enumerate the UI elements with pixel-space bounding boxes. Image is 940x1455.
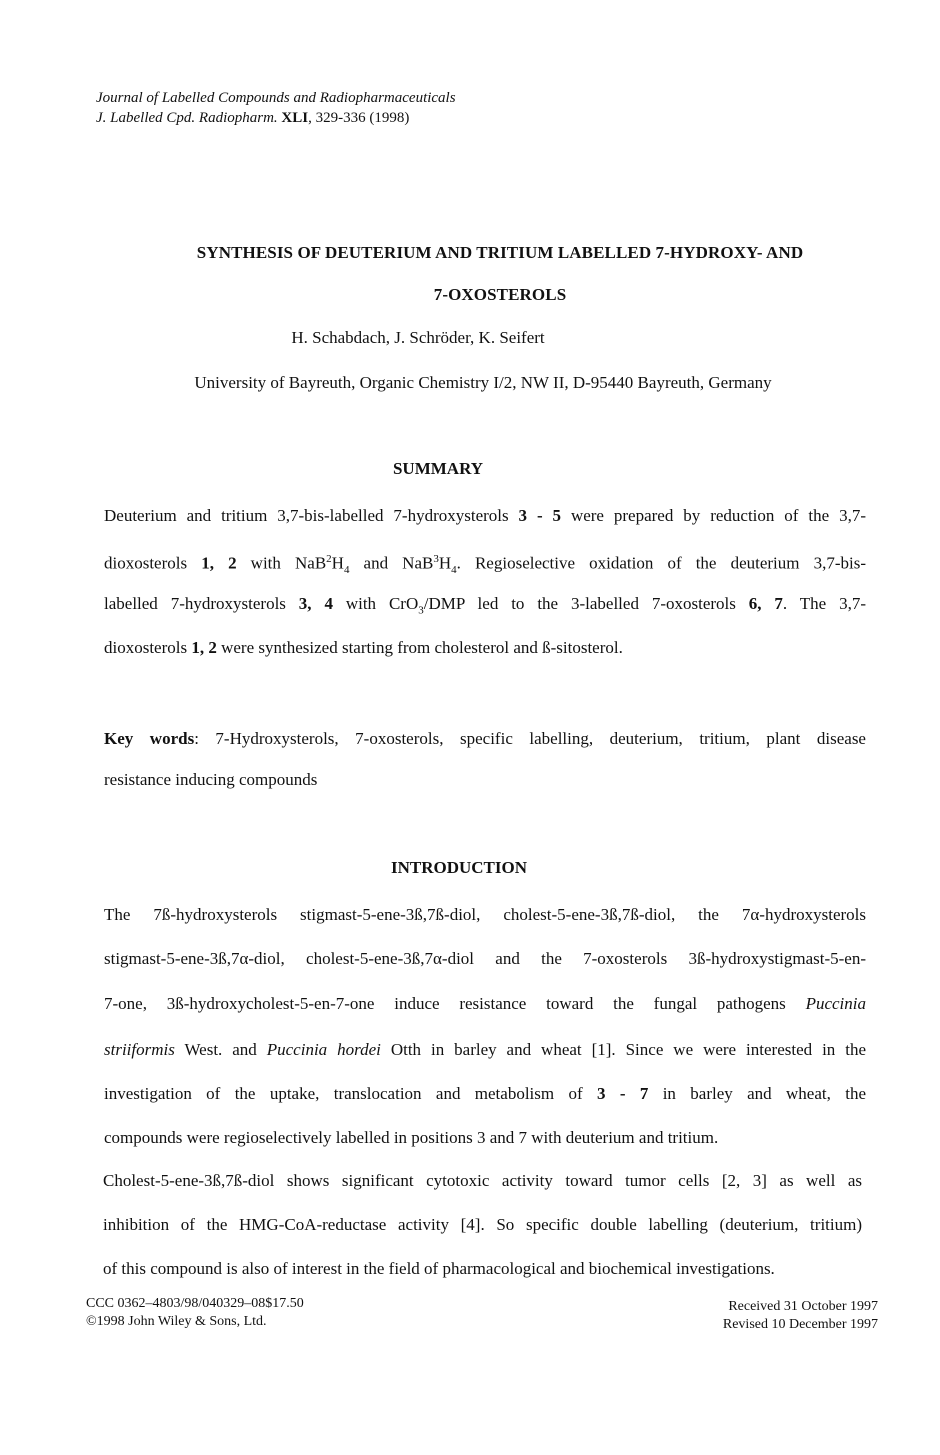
summary-line-4: dioxosterols 1, 2 were synthesized starting from cholesterol and ß-sitosterol. [104,638,623,657]
intro-line-5: investigation of the uptake, translocation and metabolism of 3 - 7 in barley and wheat, the [104,1084,866,1103]
received-date: Received 31 October 1997 [728,1299,878,1314]
keywords-line-1: Key words: 7-Hydroxysterols, 7-oxosterols, specific labelling, deuterium, tritium, plant disease [104,729,866,748]
summary-line-2: dioxosterols 1, 2 with $NaB^2H_4$ and $NaB^3H_4$. Regioselective oxidation of the deuterium 3,7-bis- [104,553,867,577]
article-authors: H. Schabdach, J. Schröder, K. Seifert [291,328,545,347]
intro-line-6: compounds were regioselectively labelled in positions 3 and 7 with deuterium and tritium. [104,1128,719,1147]
journal-name: Journal of Labelled Compounds and Radiopharmaceuticals [96,90,456,106]
footer-left [86,1295,304,1331]
copyright: ©1998 John Wiley & Sons, Ltd. [86,1314,267,1329]
revised-date: Revised 10 December 1997 [722,1317,878,1332]
intro-line-3: 7-one, 3ß-hydroxycholest-5-en-7-one induce resistance toward the fungal pathogens Puccinia [104,994,866,1013]
summary-line-3: labelled 7-hydroxysterols 3, 4 with CrO$_3$/DMP led to the 3-labelled 7-oxosterols 6, 7. The 3,7- [104,594,866,617]
journal-volume: XLI [281,110,309,126]
footer-right [723,1298,878,1334]
journal-header [96,88,456,128]
intro-line-4: striiformis West. and Puccinia hordei Otth in barley and wheat [1]. Since we were interested in the [104,1040,866,1059]
keywords-label: Key words [104,729,195,748]
intro-line-7: Cholest-5-ene-3ß,7ß-diol shows significant cytotoxic activity toward tumor cells [2, 3] as well as [103,1171,862,1190]
intro-line-8: inhibition of the HMG-CoA-reductase activity [4]. So specific double labelling (deuterium, tritium) [103,1215,862,1234]
intro-line-9: of this compound is also of interest in the field of pharmacological and biochemical investigations. [103,1259,775,1278]
journal-citation: J. Labelled Cpd. Radiopharm. XLI, 329-336 (1998) [96,110,410,126]
article-title-line-1: SYNTHESIS OF DEUTERIUM AND TRITIUM LABELLED 7-HYDROXY- AND [196,243,804,262]
keywords-line-2: resistance inducing compounds [104,770,318,789]
summary-heading: SUMMARY [392,459,484,478]
article-affiliation: University of Bayreuth, Organic Chemistry I/2, NW II, D-95440 Bayreuth, Germany [194,373,772,392]
intro-line-1: The 7ß-hydroxysterols stigmast-5-ene-3ß,7ß-diol, cholest-5-ene-3ß,7ß-diol, the 7α-hydroxysterols [104,905,866,924]
article-title-line-2: 7-OXOSTEROLS [433,285,567,304]
intro-line-2: stigmast-5-ene-3ß,7α-diol, cholest-5-ene-3ß,7α-diol and the 7-oxosterols 3ß-hydroxystigmast-5-en- [104,949,866,968]
summary-line-1: Deuterium and tritium 3,7-bis-labelled 7-hydroxysterols 3 - 5 were prepared by reduction of the 3,7- [104,506,866,525]
ccc-code: CCC 0362–4803/98/040329–08$17.50 [86,1296,304,1311]
introduction-heading: INTRODUCTION [390,858,528,877]
